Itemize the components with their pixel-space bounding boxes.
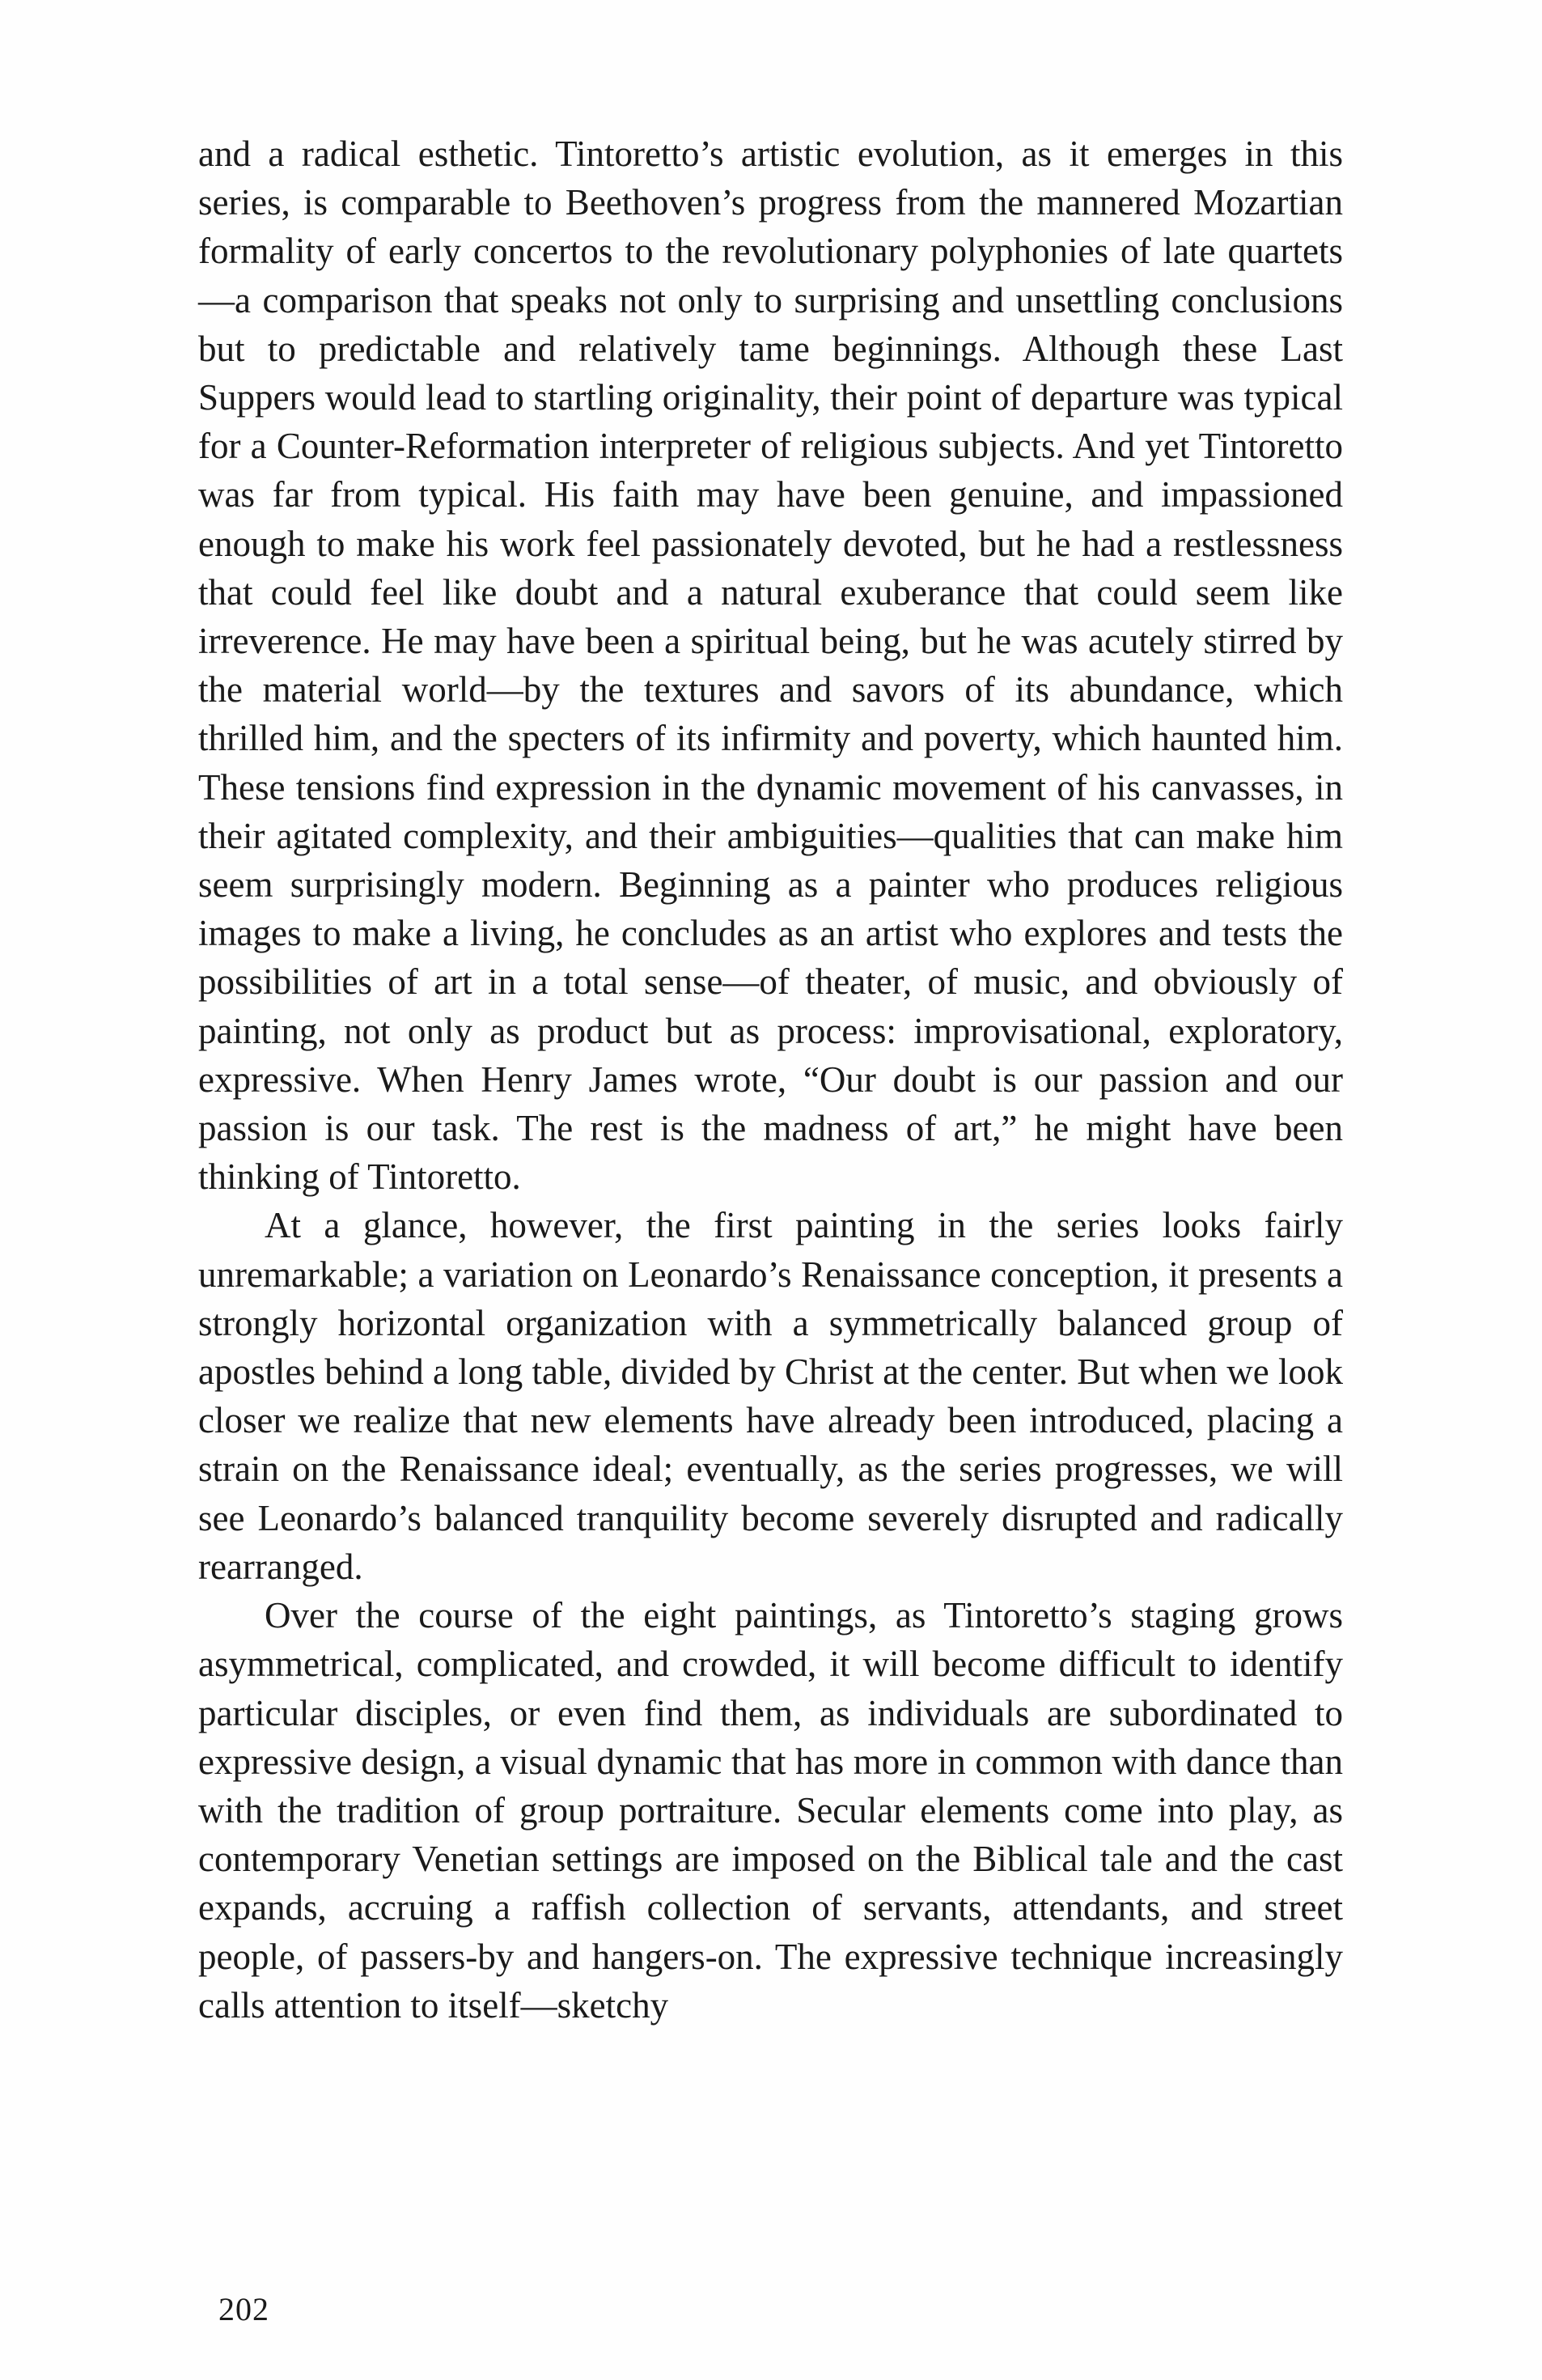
paragraph: At a glance, however, the first painting in the series looks fairly unremarkable; a variation on Leonardo’s Renaissance conception, it presents a strongly horizontal organization with a symmetrically balanced group of apostles behind a long table, divided by Christ at the center. But when we look closer we realize that new elements have already been introduced, placing a strain on the Renaissance ideal; eventually, as the series progresses, we will see Leonardo’s balanced tranquility become severely disrupted and radically rearranged.: [198, 1205, 1343, 1587]
page-number: 202: [218, 2291, 269, 2327]
paragraph-continued: and a radical esthetic. Tintoretto’s artistic evolution, as it emerges in this series, is comparable to Beethoven’s progress from the mannered Mozartian formality of early concertos to the revolutionary polyphonies of late quartets—a comparison that speaks not only to surprising and unsettling conclusions but to predictable and relatively tame beginnings. Although these Last Suppers would lead to startling originality, their point of departure was typical for a Counter-Reformation interpreter of religious subjects. And yet Tintoretto was far from typical. His faith may have been genuine, and impassioned enough to make his work feel passionately devoted, but he had a restlessness that could feel like doubt and a natural exuberance that could seem like irreverence. He may have been a spiritual being, but he was acutely stirred by the material world—by the textures and savors of its abundance, which thrilled him, and the specters of its infirmity and poverty, which haunted him. These tensions find expression in the dynamic movement of his canvasses, in their agitated complexity, and their ambiguities—qualities that can make him seem surprisingly modern. Beginning as a painter who produces religious images to make a living, he concludes as an artist who explores and tests the possibilities of art in a total sense—of theater, of music, and obviously of painting, not only as product but as process: improvisational, exploratory, expressive. When Henry James wrote, “Our doubt is our passion and our passion is our task. The rest is the madness of art,” he might have been thinking of Tintoretto.: [198, 134, 1343, 1198]
body-text: [198, 129, 1343, 2030]
paragraph: Over the course of the eight paintings, as Tintoretto’s staging grows asymmetrical, complicated, and crowded, it will become difficult to identify particular disciples, or even find them, as individuals are subordinated to expressive design, a visual dynamic that has more in common with dance than with the tradition of group portraiture. Secular elements come into play, as contemporary Venetian settings are imposed on the Biblical tale and the cast expands, accruing a raffish collection of servants, attendants, and street people, of passers-by and hangers-on. The expressive technique increasingly calls attention to itself—sketchy: [198, 1595, 1343, 2026]
